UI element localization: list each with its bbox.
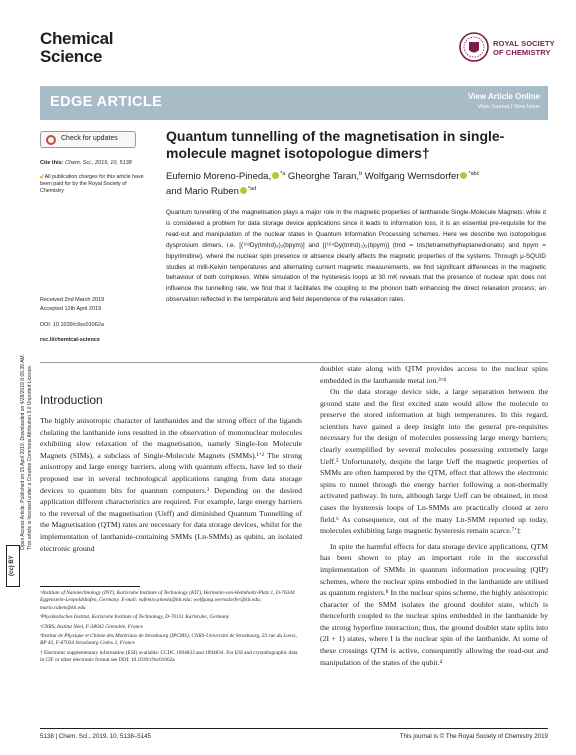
licence-line2[interactable]: This article is licensed under a Creative Commons Attribution 3.0 Unported Licence. xyxy=(27,364,33,550)
article-type-bar xyxy=(40,86,548,120)
rsc-crest-icon xyxy=(458,30,490,64)
open-lock-icon: 🔓︎ xyxy=(40,174,44,180)
open-access-notice-text xyxy=(20,354,34,550)
accepted-date: Accepted 12th April 2019 xyxy=(40,305,102,312)
author-name: Wolfgang Wernsdorfer xyxy=(362,171,460,182)
footer-divider xyxy=(40,728,548,729)
affiliation-c: ᶜCNRS, Institut Néel, F-38042 Grenoble, France xyxy=(40,623,143,630)
section-heading-introduction: Introduction xyxy=(40,393,103,407)
intro-column-right xyxy=(320,386,548,668)
open-access-line1: Open Access Article. Published on 15 April 2019. Downloaded on 4/28/2019 8:05:39 AM. xyxy=(20,354,26,550)
intro-paragraph-continued: doublet state along with QTM provides access to the nuclear spins embedded in the lanthanide metal ion.³ʼ⁴ xyxy=(320,364,548,385)
affiliation-a: ᵃInstitute of Nanotechnology (INT), Karlsruhe Institute of Technology (KIT), Hermann-von-Helmholtz-Platz 1, D-76344 Eggenstein-Leopoldshafen, Germany. E-mail: eufemio.pineda@kit.edu; wolfgang.wernsdorfer@kit.edu; mario.ruben@kit.edu xyxy=(40,590,295,611)
open-access-notice xyxy=(2,150,38,550)
cite-label: Cite this: xyxy=(40,160,64,166)
author-list xyxy=(166,168,546,198)
orcid-icon[interactable] xyxy=(272,172,279,179)
charges-text: All publication charges for this article have been paid for by the Royal Society of Chemistry xyxy=(40,174,144,194)
footnote-divider xyxy=(40,586,140,587)
article-dates xyxy=(40,296,104,313)
author-name: Eufemio Moreno-Pineda, xyxy=(166,171,272,182)
cc-badge-label: (cc) BY xyxy=(9,555,15,576)
publisher-line2: OF CHEMISTRY xyxy=(493,48,551,57)
intro-column-left xyxy=(40,415,302,554)
journal-issue-links[interactable]: View Journal | View Issue xyxy=(477,104,540,110)
received-date: Received 2nd March 2019 xyxy=(40,297,105,303)
journal-title-line2: Science xyxy=(40,47,103,66)
view-online-link[interactable]: View Article Online xyxy=(467,92,540,101)
author-name: Gheorghe Taran, xyxy=(285,171,360,182)
paper-title: Quantum tunnelling of the magnetisation in single-molecule magnet isotopologue dimers† xyxy=(166,128,505,161)
intro-paragraph-2: On the data storage device side, a large separation between the ground state and the first excited state would allow the molecule to preserve the stored information at high temperatures. In this regard, scientists have gained a deep insight into the general pre-requisites necessary for the design of molecules possessing large energy barriers; clearly exemplified by several molecules possessing extremely large Ueff.⁵ Unfortunately, despite the large Ueff the magnetic properties of SMMs are often hampered by the QTM, effect that allows the electronic spins to tunnel through the energy barrier following a non-thermally activated pathway. In turn, although large Ueff can be obtained, in most cases the hysteresis loops of Ln-SMMs are practically closed at zero field.⁶ As consequence, out of the many Ln-SMM reported up today, molecules exhibiting large magnetic hysteresis remain scarce.⁷ʼ‡ xyxy=(320,387,548,536)
journal-title-line1: Chemical xyxy=(40,29,114,48)
author-affiliation-marker: *a xyxy=(280,171,286,177)
check-for-updates-button[interactable] xyxy=(40,131,136,148)
intro-paragraph-1: The highly anisotropic character of lanthanides and the strong effect of the ligands chelating the lanthanide ions resulted in the observation of mononuclear molecules exhibiting slow relaxation of the magnetisation, namely Single-Ion Molecule Magnets (SIMs), a subclass of Single-Molecule Magnets (SMMs).¹ʼ² The strong anisotropy and large energy barriers, along with quantum effects, have led to their proposed use in several technological applications ranging from data storage devices to quantum bits for quantum computers.³ Depending on the desired application different characteristics are required. For example, large energy barriers to the reversal of the magnetisation (Ueff) and diminished Quantum Tunnelling of the Magnetisation (QTM) rates are necessary for data storage devices, whilst for the implementation of lanthanide-containing SMMs (Ln-SMMs) as qubits, an isolated electronic ground xyxy=(40,416,302,553)
publisher-line1: ROYAL SOCIETY xyxy=(493,39,555,48)
intro-column-right-top xyxy=(320,363,548,386)
affiliation-d: ᵈInstitut de Physique et Chimie des Matériaux de Strasbourg (IPCMS), CNRS-Université de Strasbourg, 23 rue du Loess, BP 43, F-67034 Strasbourg Cedex 2, France xyxy=(40,633,297,647)
affiliation-b: ᵇPhysikalisches Institut, Karlsruhe Institute of Technology, D-76131 Karlsruhe, Germany xyxy=(40,614,230,621)
article-type-label: EDGE ARTICLE xyxy=(50,94,163,110)
cite-reference: Chem. Sci., 2019, 10, 5138 xyxy=(65,160,132,166)
cite-this xyxy=(40,160,132,166)
abstract: Quantum tunnelling of the magnetisation plays a major role in the magnetic properties of lanthanide Single-Molecule Magnets: while it is considered a problem for data storage device applications since it leads to information loss, it is an essential pre-requisite for the read-out and manipulation of the nuclear states in Quantum Information Processing schemes. Here we describe two isotopologue dysprosium dimers, i.e. [(¹⁶³Dy(tmhd)₃)₂(bpym)] and [(¹⁶⁴Dy(tmhd)₃)₂(bpym)] (tmd = tris(tetramethylheptanedionato) and bpym = bipyrimidine), where the nuclear spin presence or absence clearly affects the magnetic properties of the systems. Through μ-SQUID studies at milli-Kelvin temperatures and alternating current magnetic measurements, we find significant differences in the magnetic behaviour of both complexes. While simulation of the hysteresis loops at 30 mK reveals that the presence of nuclear spin does not influence the tunnelling rate, we find that it facilitates the coupling to the phonon bath enhancing the direct relaxation process; an observation reflected in the temperature and field dependence of the relaxation rates. xyxy=(166,209,546,304)
orcid-icon[interactable] xyxy=(240,187,247,194)
esi-footnote: † Electronic supplementary information (ESI) available. CCDC 1894833 and 1894834. For ESI and crystallographic data in CIF or other electronic format see DOI: 10.1039/c9sc01062a xyxy=(40,649,298,664)
article-doi[interactable]: DOI: 10.1039/c9sc01062a xyxy=(40,322,104,328)
author-affiliation-marker: *ad xyxy=(247,186,257,192)
orcid-icon[interactable] xyxy=(460,172,467,179)
crossmark-icon xyxy=(46,135,56,145)
author-affiliation-marker: *abc xyxy=(468,171,480,177)
intro-paragraph-3: In spite the harmful effects for data storage device applications, QTM has been shown to play an important role in the successful implementation of SMMs in quantum information processing (QIP) schemes, where the nuclear spins embodied in the lanthanide are utilised as quantum registers.⁸ In the nuclear spins scheme, the highly anisotropic character of the SMM isolates the ground doublet state, which is thenceforth coupled to the nuclear spins embedded in the lanthanide by the strong hyperfine interaction; thus, the ground doublet state splits into (2I + 1) states, where I is the nuclear spin of the lanthanide. At some of these crossings QTM is active, consequently allowing the read-out and manipulation of the states of the qubit.⁴ xyxy=(320,541,548,667)
journal-short-link[interactable]: rsc.li/chemical-science xyxy=(40,337,100,343)
page-citation-footer: 5138 | Chem. Sci., 2019, 10, 5138–5145 xyxy=(40,733,152,740)
copyright-footer: This journal is © The Royal Society of Chemistry 2019 xyxy=(399,733,548,740)
author-affiliation-marker: b xyxy=(359,171,363,177)
author-name: and Mario Ruben xyxy=(166,186,239,197)
publication-charges-note xyxy=(40,174,150,195)
check-updates-label: Check for updates xyxy=(61,135,118,142)
journal-title xyxy=(40,30,113,66)
affiliation-footnotes xyxy=(40,590,302,667)
rsc-logo[interactable] xyxy=(458,30,555,66)
cc-licence-icon[interactable] xyxy=(6,545,20,587)
